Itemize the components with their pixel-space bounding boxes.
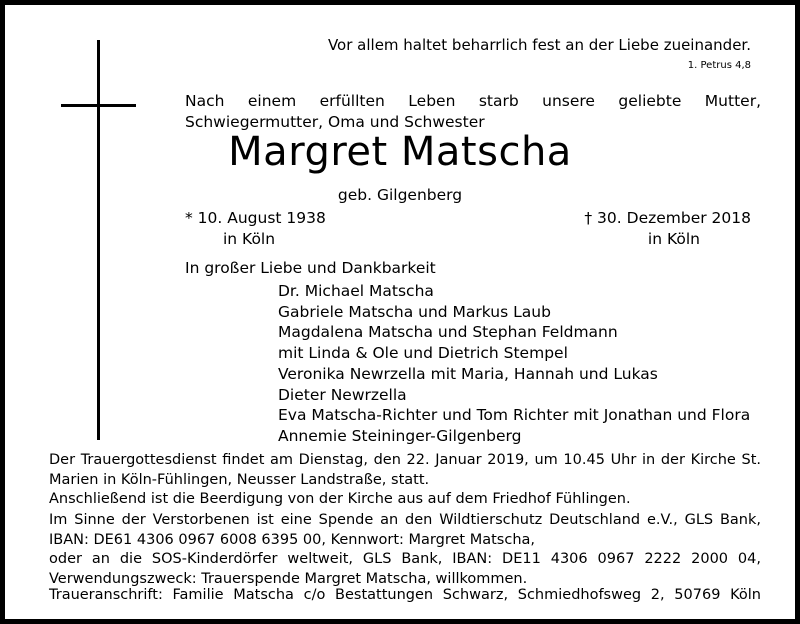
birth-name: geb. Gilgenberg [337, 186, 463, 204]
bible-verse: Vor allem haltet beharrlich fest an der Liebe zueinander. [327, 36, 751, 54]
death-date: † 30. Dezember 2018 [584, 209, 751, 227]
burial-text: Anschließend ist die Beerdigung von der Kirche aus auf dem Friedhof Fühlingen. [49, 491, 631, 507]
birth-place: in Köln [223, 230, 276, 248]
service-text: Der Trauergottesdienst findet am Dienstag, den 22. Januar 2019, um 10.45 Uhr in der Kirche St. Marien in Köln-Fühlingen, Neusser Landstraße, statt. [49, 452, 761, 488]
donation-text-1: Im Sinne der Verstorbenen ist eine Spende an den Wildtierschutz Deutschland e.V., GLS Bank, IBAN: DE61 4306 0967 6008 6395 00, Kennwort: Margret Matscha, [49, 512, 761, 548]
deceased-name: Margret Matscha [228, 129, 572, 175]
donation-text-2: oder an die SOS-Kinderdörfer weltweit, GLS Bank, IBAN: DE11 4306 0967 2222 2000 04, Verwendungszweck: Trauerspende Margret Matscha, willkommen. [49, 551, 761, 587]
mourners-list [278, 281, 750, 447]
service-info [49, 451, 761, 510]
mourner-item: Dieter Newrzella [278, 385, 407, 404]
mourner-item: Gabriele Matscha und Markus Laub [278, 302, 551, 321]
mourner-item: Annemie Steininger-Gilgenberg [278, 426, 522, 445]
mourner-item: Magdalena Matscha und Stephan Feldmann [278, 323, 618, 342]
birth-date: * 10. August 1938 [185, 209, 326, 227]
cross-icon-horizontal-bar [61, 104, 136, 107]
mourner-item: mit Linda & Ole und Dietrich Stempel [278, 344, 568, 363]
cross-icon-vertical-bar [97, 40, 100, 440]
donation-info [49, 511, 761, 589]
intro-text: Nach einem erfüllten Leben starb unsere geliebte Mutter, Schwiegermutter, Oma und Schwester [185, 92, 761, 131]
mourner-item: Eva Matscha-Richter und Tom Richter mit Jonathan und Flora [278, 406, 751, 425]
mourning-address: Traueranschrift: Familie Matscha c/o Bestattungen Schwarz, Schmiedhofsweg 2, 50769 Köln [49, 587, 761, 603]
mourner-item: Dr. Michael Matscha [278, 282, 434, 300]
death-place: in Köln [647, 230, 700, 248]
bible-verse-reference: 1. Petrus 4,8 [687, 60, 751, 71]
mourner-item: Veronika Newrzella mit Maria, Hannah und Lukas [278, 364, 658, 383]
thanks-line: In großer Liebe und Dankbarkeit [185, 259, 436, 277]
